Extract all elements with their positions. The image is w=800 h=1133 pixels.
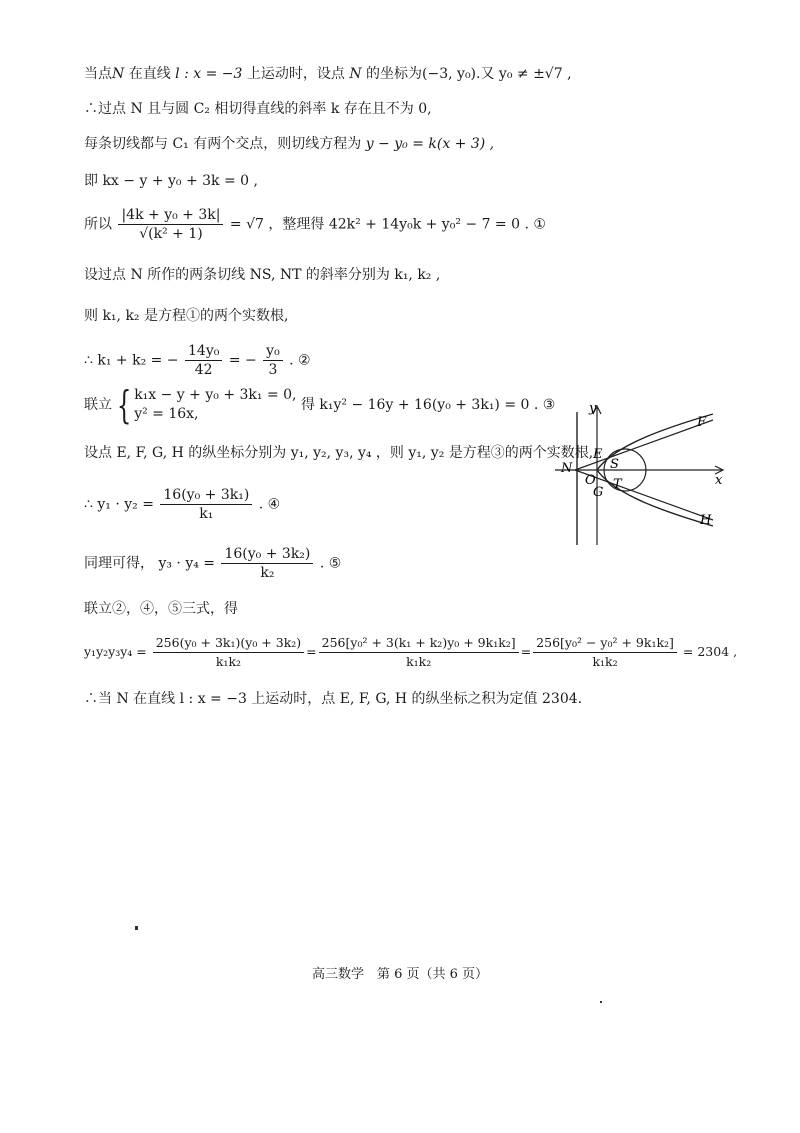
fraction-numerator: 256[y₀² − y₀² + 9k₁k₂] <box>533 634 677 653</box>
text: y₁y₂y₃y₄ = <box>84 644 147 659</box>
fraction-denominator: k₁k₂ <box>406 654 432 669</box>
page-footer: 高三数学 第 6 页（共 6 页） <box>311 967 489 982</box>
text-line-9 <box>84 383 556 427</box>
text-line-4: 即 kx − y + y₀ + 3k = 0 , <box>84 173 258 189</box>
label-e: E <box>593 447 603 462</box>
fraction <box>185 342 222 379</box>
text: 当点 <box>84 66 112 82</box>
text: 上运动时，设点 <box>242 66 350 82</box>
fraction-denominator: 42 <box>194 362 213 378</box>
text: 每条切线都与 C₁ 有两个交点，则切线方程为 <box>84 136 366 152</box>
fraction-numerator: y₀ <box>263 342 283 361</box>
equation-system <box>134 386 296 424</box>
distance-fraction <box>118 206 223 243</box>
system-equation-2: y² = 16x, <box>134 406 199 422</box>
label-n: N <box>561 461 573 476</box>
left-brace: { <box>116 383 132 427</box>
fraction-numerator: 14y₀ <box>185 342 222 361</box>
text: ∴ y₁ · y₂ = <box>84 496 154 513</box>
fraction-denominator: k₁ <box>199 506 214 522</box>
text-line-11 <box>84 486 280 523</box>
fraction-denominator: √(k² + 1) <box>139 226 203 242</box>
text-line-2: ∴过点 N 且与圆 C₂ 相切得直线的斜率 k 存在且不为 0, <box>84 101 432 117</box>
point-coordinate: (−3, y₀) <box>422 66 477 82</box>
label-y: y <box>589 401 597 416</box>
text: 在直线 <box>124 66 176 82</box>
scan-speck <box>600 1001 602 1003</box>
label-s: S <box>610 457 619 472</box>
text: = √7 ，整理得 42k² + 14y₀k + y₀² − 7 = 0 . ① <box>229 216 546 233</box>
text: . ⑤ <box>319 555 342 572</box>
scan-speck <box>135 926 138 930</box>
label-h: H <box>700 513 712 528</box>
label-o: O <box>585 473 596 488</box>
inequality: y₀ ≠ ±√7 , <box>498 66 572 82</box>
text-line-14: y₁y₂y₃y₄ = $\frac{\text{256(y₀ + 3k₁)(y₀ + 3k₂)}}{\text{k₁k₂}}$ = $\frac{\text{256[y₀² + 3(k₁ + k₂)y₀ + 9k₁k₂]}}{\text{k₁k₂}}$ = $\frac{\text{256[y₀² − y₀² + 9k₁k₂]}}{\text{k₁k₂}}$ = 2304 , <box>84 635 738 669</box>
text-line-7: 则 k₁, k₂ 是方程①的两个实数根, <box>84 308 289 324</box>
text: l : x = −3 <box>175 66 243 82</box>
label-g: G <box>593 485 604 500</box>
text-line-8 <box>84 342 311 379</box>
text-line-15: ∴当 N 在直线 l : x = −3 上运动时，点 E, F, G, H 的纵坐标之积为定值 2304. <box>84 691 583 707</box>
text: .又 <box>476 66 499 82</box>
text-line-12 <box>84 545 341 582</box>
fraction-numerator: 256(y₀ + 3k₁)(y₀ + 3k₂) <box>153 634 304 653</box>
fraction <box>221 545 313 582</box>
fraction-numerator: 256[y₀² + 3(k₁ + k₂)y₀ + 9k₁k₂] <box>319 634 519 653</box>
text: . ② <box>289 352 311 369</box>
text: 的坐标为 <box>361 66 423 82</box>
text: = 2304 , <box>682 644 738 659</box>
fraction-numerator: |4k + y₀ + 3k| <box>118 206 223 225</box>
text: 所以 <box>84 216 112 233</box>
fraction <box>160 486 252 523</box>
text-line-1 <box>84 64 572 84</box>
text: 同理可得， y₃ · y₄ = <box>84 555 216 572</box>
text-line-3 <box>84 134 494 154</box>
fraction <box>263 342 283 379</box>
text-line-6: 设过点 N 所作的两条切线 NS, NT 的斜率分别为 k₁, k₂ , <box>84 267 441 283</box>
fraction <box>319 634 519 671</box>
label-t: T <box>613 477 622 492</box>
fraction-denominator: k₁k₂ <box>215 654 242 669</box>
text-line-10: 设点 E, F, G, H 的纵坐标分别为 y₁, y₂, y₃, y₄ ，则 y₁, y₂ 是方程③的两个实数根, <box>84 445 594 461</box>
fraction-denominator: k₁k₂ <box>592 654 618 669</box>
fraction-numerator: 16(y₀ + 3k₁) <box>160 486 252 505</box>
fraction-denominator: k₂ <box>260 565 275 581</box>
text: 联立 <box>84 397 112 413</box>
fraction <box>533 634 677 671</box>
text: ∴ k₁ + k₂ = − <box>84 352 179 369</box>
fraction <box>153 634 304 671</box>
text-line-13: 联立②，④，⑤三式，得 <box>84 601 238 617</box>
fraction-numerator: 16(y₀ + 3k₂) <box>221 545 313 564</box>
text: = − <box>228 352 257 369</box>
text: . ④ <box>258 496 281 513</box>
text: N <box>349 66 362 82</box>
label-x: x <box>715 473 723 488</box>
system-equation-1: k₁x − y + y₀ + 3k₁ = 0, <box>134 387 297 403</box>
label-f: F <box>697 415 707 430</box>
text: 得 k₁y² − 16y + 16(y₀ + 3k₁) = 0 . ③ <box>300 397 556 413</box>
text: N <box>112 66 125 82</box>
tangent-equation: y − y₀ = k(x + 3) , <box>365 136 495 152</box>
parabola-circle-figure <box>545 400 735 550</box>
fraction-denominator: 3 <box>268 362 278 378</box>
text-line-5 <box>84 206 546 243</box>
